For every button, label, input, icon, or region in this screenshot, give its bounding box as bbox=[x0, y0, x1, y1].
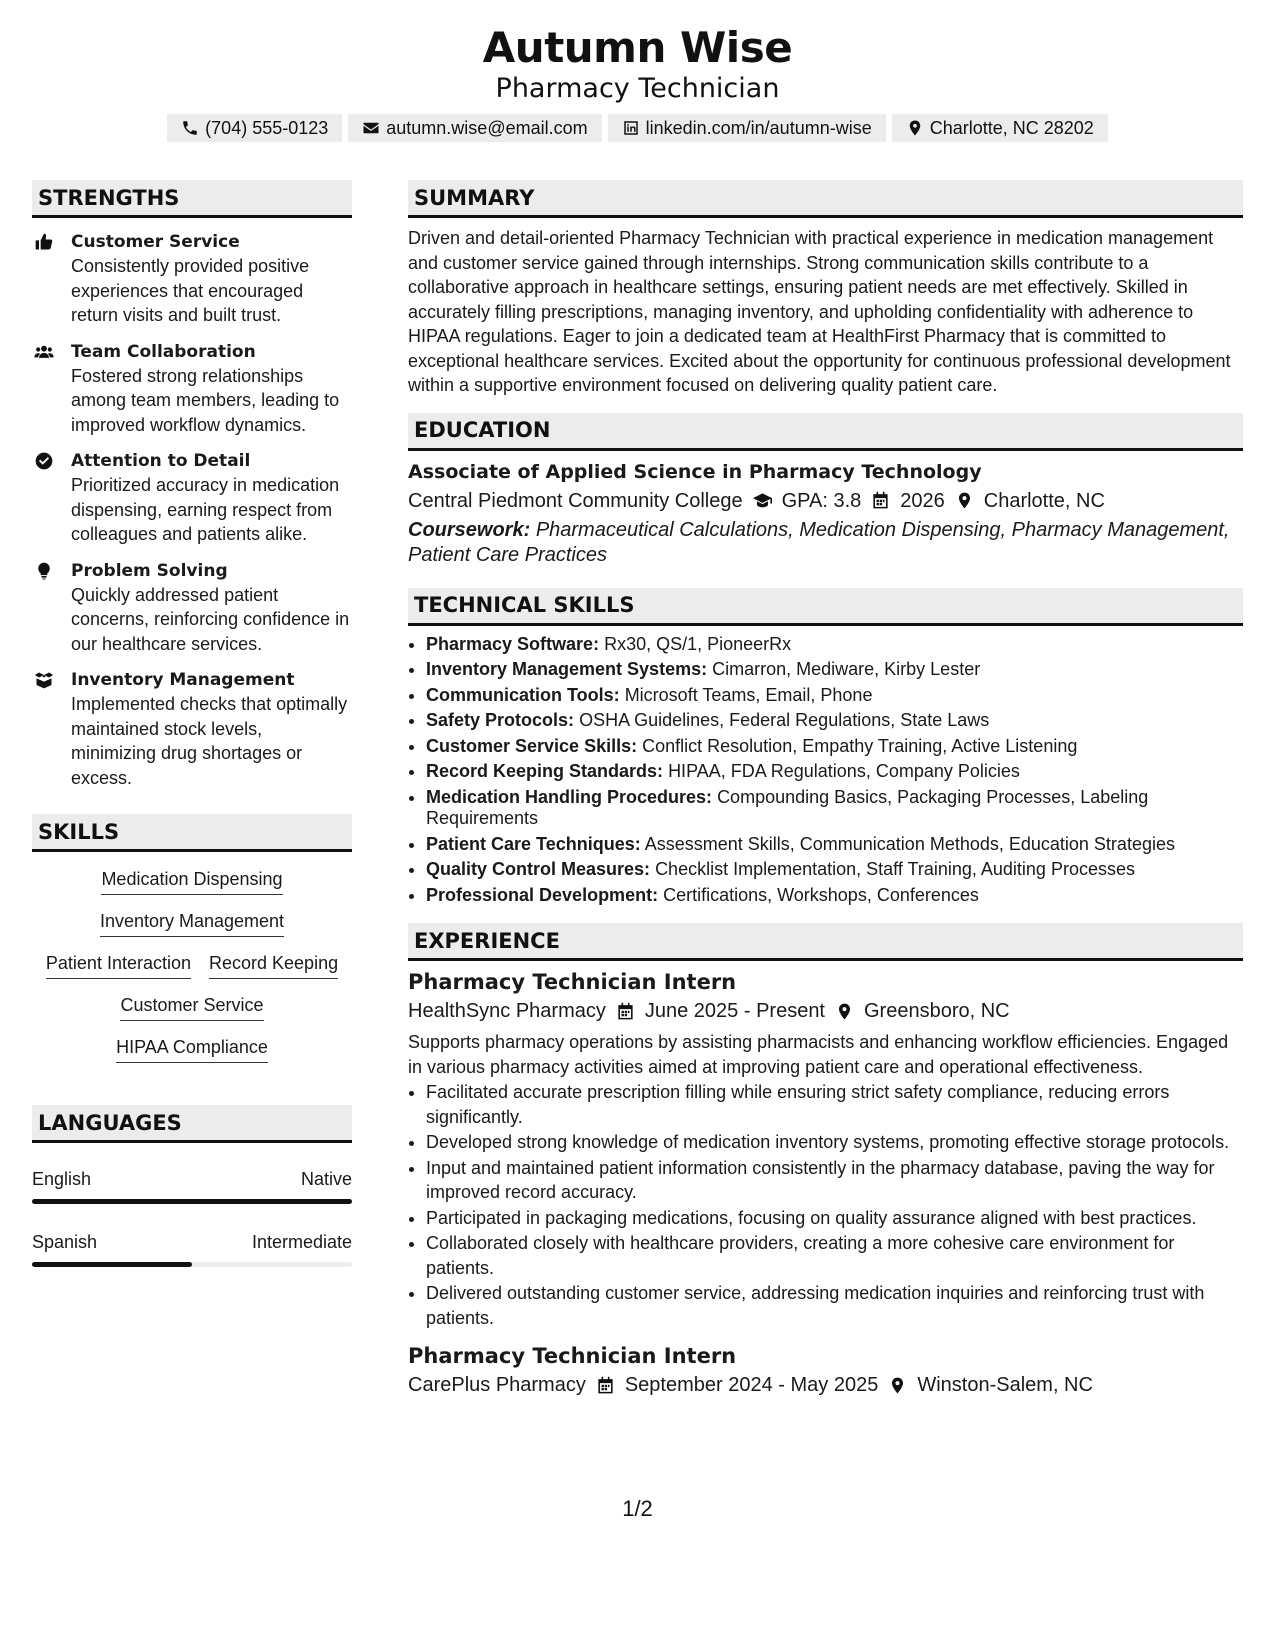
coursework bbox=[408, 518, 1243, 568]
list-item: • Communication Tools: Microsoft Teams, Email, Phone bbox=[426, 685, 1243, 707]
calendar-icon bbox=[596, 1376, 615, 1395]
job-bullets bbox=[408, 1080, 1243, 1330]
location-text: Charlotte, NC 28202 bbox=[929, 117, 1094, 138]
job-entry bbox=[408, 968, 1243, 1330]
language-item bbox=[32, 1230, 352, 1267]
coursework-list: Pharmaceutical Calculations, Medication Dispensing, Pharmacy Management, Patient Care Practices bbox=[408, 518, 1230, 566]
strength-item bbox=[32, 668, 352, 790]
job-dates: September 2024 - May 2025 bbox=[624, 1374, 879, 1396]
graduation-cap-icon bbox=[753, 491, 772, 510]
list-item: • Participated in packaging medications, focusing on quality assurance aligned with best practices. bbox=[426, 1206, 1243, 1231]
strengths-heading: STRENGTHS bbox=[32, 180, 352, 218]
language-level: Intermediate bbox=[251, 1232, 352, 1252]
job-title: Pharmacy Technician Intern bbox=[408, 1344, 737, 1368]
candidate-title: Pharmacy Technician bbox=[495, 73, 780, 104]
list-item: • Delivered outstanding customer service, addressing medication inquiries and reinforcing trust with patients. bbox=[426, 1281, 1243, 1330]
linkedin-icon bbox=[622, 119, 640, 137]
list-item: • Quality Control Measures: Checklist Implementation, Staff Training, Auditing Processes bbox=[426, 859, 1243, 881]
contact-phone[interactable] bbox=[167, 114, 342, 142]
thumbs-up-icon bbox=[34, 232, 54, 252]
experience-heading: EXPERIENCE bbox=[408, 923, 1243, 961]
strength-desc: Implemented checks that optimally maintained stock levels, minimizing drug shortages or excess. bbox=[71, 694, 348, 788]
email-text: autumn.wise@email.com bbox=[386, 117, 588, 138]
languages-heading: LANGUAGES bbox=[32, 1105, 352, 1143]
language-bar bbox=[32, 1262, 352, 1267]
list-item: • Professional Development: Certifications, Workshops, Conferences bbox=[426, 885, 1243, 907]
contact-location bbox=[892, 114, 1108, 142]
strength-item bbox=[32, 340, 352, 438]
right-column bbox=[408, 180, 1243, 1400]
strength-title: Team Collaboration bbox=[71, 341, 256, 362]
list-item: • Record Keeping Standards: HIPAA, FDA Regulations, Company Policies bbox=[426, 761, 1243, 783]
technical-skills-heading: TECHNICAL SKILLS bbox=[408, 588, 1243, 626]
phone-icon bbox=[181, 119, 199, 137]
skill-tag: Patient Interaction bbox=[46, 950, 191, 979]
calendar-icon bbox=[616, 1002, 635, 1021]
skill-tag: Customer Service bbox=[120, 992, 263, 1021]
check-circle-icon bbox=[34, 451, 54, 471]
skill-tag: Medication Dispensing bbox=[101, 866, 282, 895]
users-icon bbox=[34, 342, 54, 362]
map-pin-icon bbox=[835, 1002, 854, 1021]
map-pin-icon bbox=[955, 491, 974, 510]
language-name: Spanish bbox=[32, 1232, 98, 1252]
strength-desc: Fostered strong relationships among team members, leading to improved workflow dynamics. bbox=[71, 365, 340, 435]
contact-linkedin[interactable] bbox=[608, 114, 886, 142]
summary-text: Driven and detail-oriented Pharmacy Technician with practical experience in medication management and customer service gained through internships. Strong communication skills contribute to a collaborative approach in healthcare settings, ensuring patient needs are met effectively. Skilled in accurately filling prescriptions, managing inventory, and upholding confidentiality with adherence to HIPAA regulations. Eager to join a dedicated team at HealthFirst Pharmacy that is committed to exceptional healthcare services. Excited about the opportunity for continuous professional development within a supportive environment focused on delivering quality patient care. bbox=[408, 228, 1231, 395]
strength-title: Attention to Detail bbox=[71, 451, 251, 471]
summary-heading: SUMMARY bbox=[408, 180, 1243, 218]
job-description: Supports pharmacy operations by assisting pharmacists and enhancing workflow efficiencies. Engaged in various pharmacy activities aimed at improving patient care and operational effectiveness. bbox=[408, 1032, 1229, 1077]
language-bar-fill bbox=[32, 1262, 192, 1267]
skills-heading: SKILLS bbox=[32, 814, 352, 852]
list-item: • Collaborated closely with healthcare providers, creating a more cohesive care environment for patients. bbox=[426, 1231, 1243, 1280]
job-location: Winston-Salem, NC bbox=[917, 1374, 1093, 1396]
company-name: HealthSync Pharmacy bbox=[408, 1000, 606, 1022]
strength-desc: Prioritized accuracy in medication dispensing, earning respect from colleagues and patients alike. bbox=[71, 475, 340, 544]
company-name: CarePlus Pharmacy bbox=[408, 1374, 586, 1396]
technical-skills-list bbox=[408, 634, 1243, 907]
skill-tag: Record Keeping bbox=[209, 950, 338, 979]
degree-title: Associate of Applied Science in Pharmacy Technology bbox=[408, 460, 982, 483]
envelope-icon bbox=[362, 119, 380, 137]
coursework-label: Coursework: bbox=[408, 518, 531, 541]
strength-item bbox=[32, 559, 352, 657]
strength-title: Problem Solving bbox=[71, 560, 228, 581]
skill-tag: Inventory Management bbox=[100, 908, 284, 937]
graduation-year: 2026 bbox=[900, 489, 945, 512]
strength-item bbox=[32, 449, 352, 547]
list-item: • Patient Care Techniques: Assessment Skills, Communication Methods, Education Strategies bbox=[426, 834, 1243, 856]
list-item: • Input and maintained patient information consistently in the pharmacy database, paving the way for improved record accuracy. bbox=[426, 1156, 1243, 1205]
strength-title: Inventory Management bbox=[71, 670, 295, 690]
map-pin-icon bbox=[906, 119, 924, 137]
strength-desc: Quickly addressed patient concerns, reinforcing confidence in our healthcare services. bbox=[71, 584, 350, 654]
strength-desc: Consistently provided positive experiences that encouraged return visits and built trust. bbox=[71, 256, 310, 325]
job-meta bbox=[408, 996, 1243, 1026]
lightbulb-icon bbox=[34, 561, 54, 581]
contact-bar bbox=[0, 114, 1275, 142]
gpa: GPA: 3.8 bbox=[781, 489, 862, 512]
box-icon bbox=[34, 670, 54, 690]
job-title: Pharmacy Technician Intern bbox=[408, 970, 737, 994]
school-name: Central Piedmont Community College bbox=[408, 489, 743, 512]
phone-text: (704) 555-0123 bbox=[205, 117, 329, 138]
candidate-name: Autumn Wise bbox=[482, 23, 793, 72]
strength-title: Customer Service bbox=[71, 232, 240, 252]
skills-list bbox=[32, 866, 352, 1063]
list-item: • Facilitated accurate prescription filling while ensuring strict safety compliance, reducing errors significantly. bbox=[426, 1080, 1243, 1129]
job-meta bbox=[408, 1370, 1243, 1400]
education-heading: EDUCATION bbox=[408, 413, 1243, 451]
language-bar bbox=[32, 1199, 352, 1204]
strength-item bbox=[32, 230, 352, 328]
education-meta bbox=[408, 486, 1243, 516]
list-item: • Customer Service Skills: Conflict Resolution, Empathy Training, Active Listening bbox=[426, 736, 1243, 758]
language-level: Native bbox=[300, 1169, 352, 1189]
language-name: English bbox=[32, 1169, 92, 1189]
language-bar-fill bbox=[32, 1199, 352, 1204]
skill-tag: HIPAA Compliance bbox=[116, 1034, 268, 1063]
job-location: Greensboro, NC bbox=[864, 1000, 1010, 1022]
linkedin-text: linkedin.com/in/autumn-wise bbox=[645, 117, 872, 138]
job-entry bbox=[408, 1342, 1243, 1400]
contact-email[interactable] bbox=[348, 114, 601, 142]
list-item: • Developed strong knowledge of medication inventory systems, promoting effective storage protocols. bbox=[426, 1130, 1243, 1155]
school-location: Charlotte, NC bbox=[983, 489, 1105, 512]
list-item: • Medication Handling Procedures: Compounding Basics, Packaging Processes, Labeling Requirements bbox=[426, 787, 1243, 830]
list-item: • Safety Protocols: OSHA Guidelines, Federal Regulations, State Laws bbox=[426, 710, 1243, 732]
job-dates: June 2025 - Present bbox=[644, 1000, 825, 1022]
left-column bbox=[32, 180, 352, 1267]
page-number: 1/2 bbox=[622, 1496, 653, 1521]
resume-header bbox=[0, 22, 1275, 106]
list-item: • Inventory Management Systems: Cimarron, Mediware, Kirby Lester bbox=[426, 659, 1243, 681]
list-item: • Pharmacy Software: Rx30, QS/1, PioneerRx bbox=[426, 634, 1243, 656]
language-item bbox=[32, 1167, 352, 1204]
map-pin-icon bbox=[888, 1376, 907, 1395]
calendar-icon bbox=[871, 491, 890, 510]
